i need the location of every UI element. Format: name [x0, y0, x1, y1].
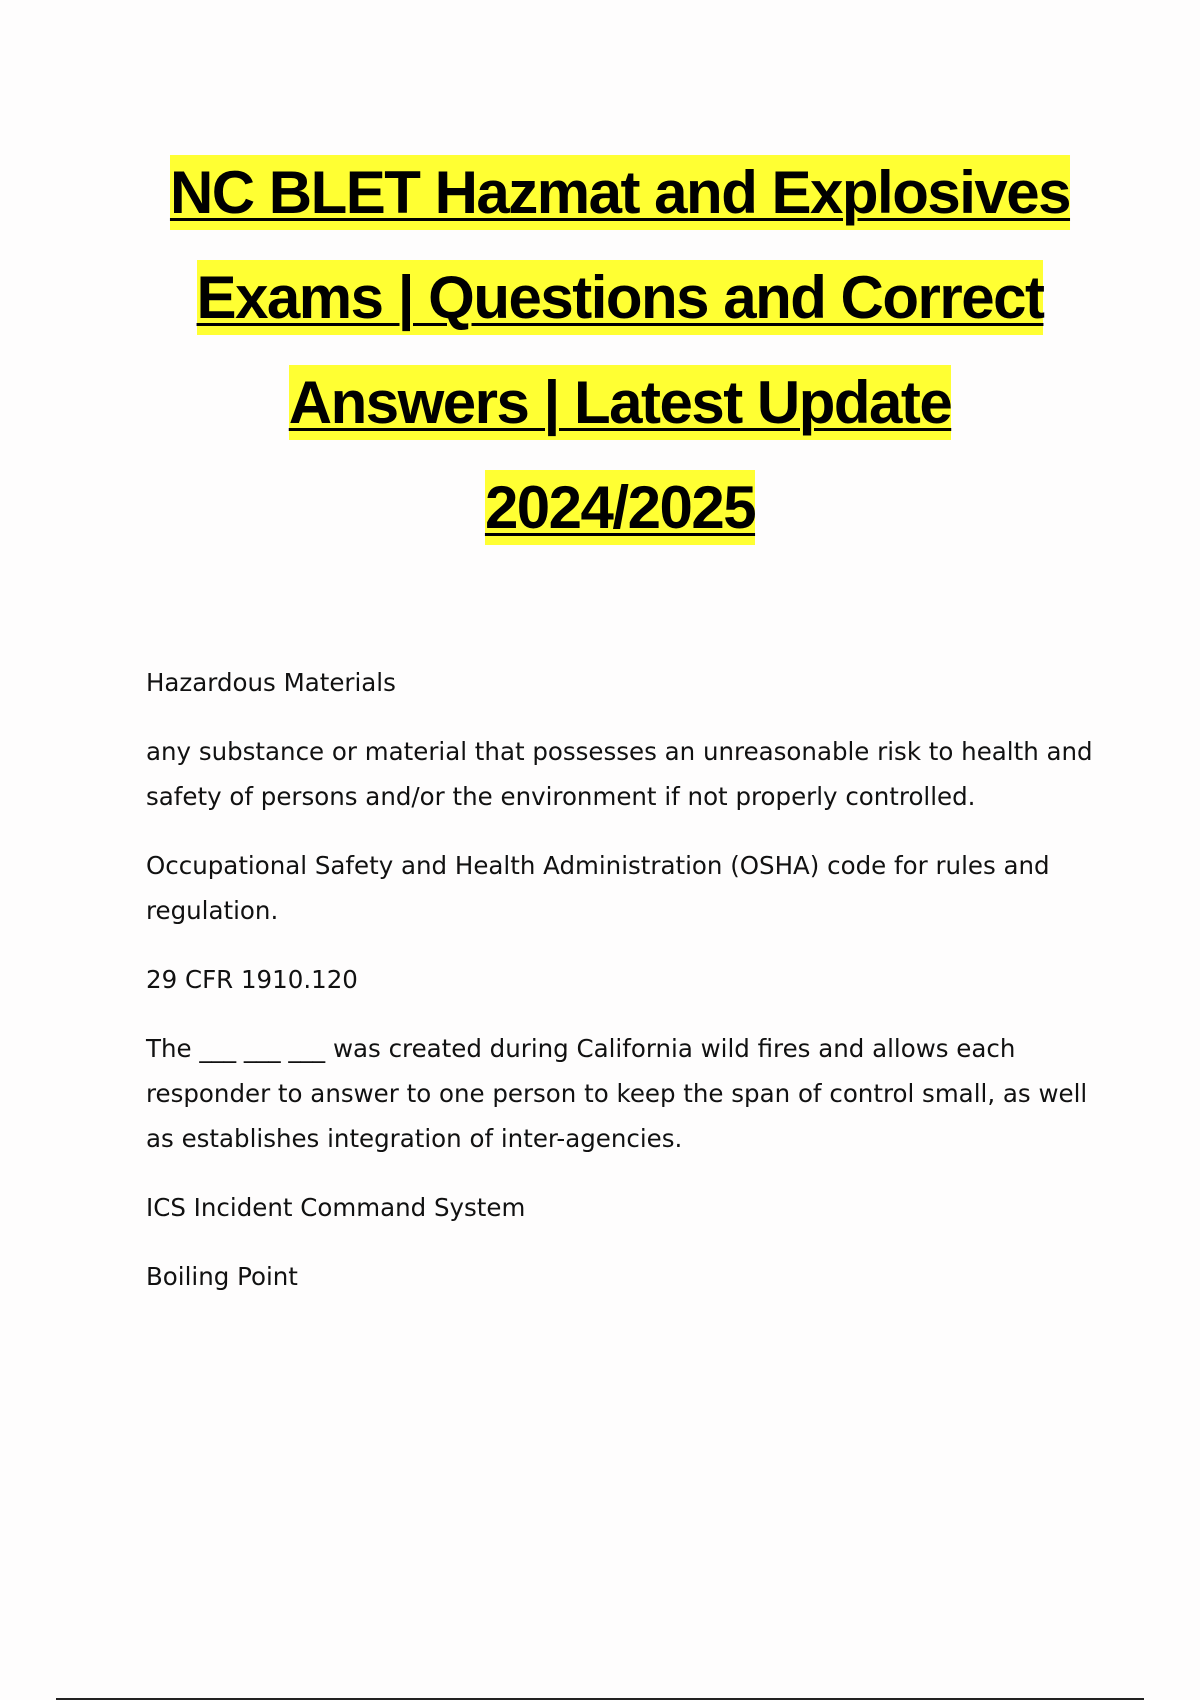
answer-definition-hazardous-materials: any substance or material that possesses an unreasonable risk to health and safety of persons and/or the environment if not properly controlled. [146, 737, 1093, 811]
question-ics: The ___ ___ ___ was created during California wild fires and allows each responder to answer to one person to keep the span of control small, as well as establishes integration of inter-agencies. [146, 1034, 1088, 1153]
title-line-3-text: Answers | Latest Update [289, 365, 951, 440]
answer-ics: ICS Incident Command System [146, 1193, 526, 1222]
title-line-3 [100, 350, 1140, 455]
title-line-2 [100, 245, 1140, 350]
title-line-1 [100, 140, 1140, 245]
document-body [146, 660, 1096, 1323]
title-line-4 [100, 455, 1140, 560]
document-title [100, 140, 1140, 560]
question-osha-code: Occupational Safety and Health Administration (OSHA) code for rules and regulation. [146, 851, 1050, 925]
title-line-1-text: NC BLET Hazmat and Explosives [170, 155, 1070, 230]
question-term-hazardous-materials: Hazardous Materials [146, 668, 396, 697]
title-line-2-text: Exams | Questions and Correct [197, 260, 1044, 335]
title-line-4-text: 2024/2025 [485, 470, 755, 545]
answer-osha-code: 29 CFR 1910.120 [146, 965, 358, 994]
question-boiling-point: Boiling Point [146, 1262, 298, 1291]
